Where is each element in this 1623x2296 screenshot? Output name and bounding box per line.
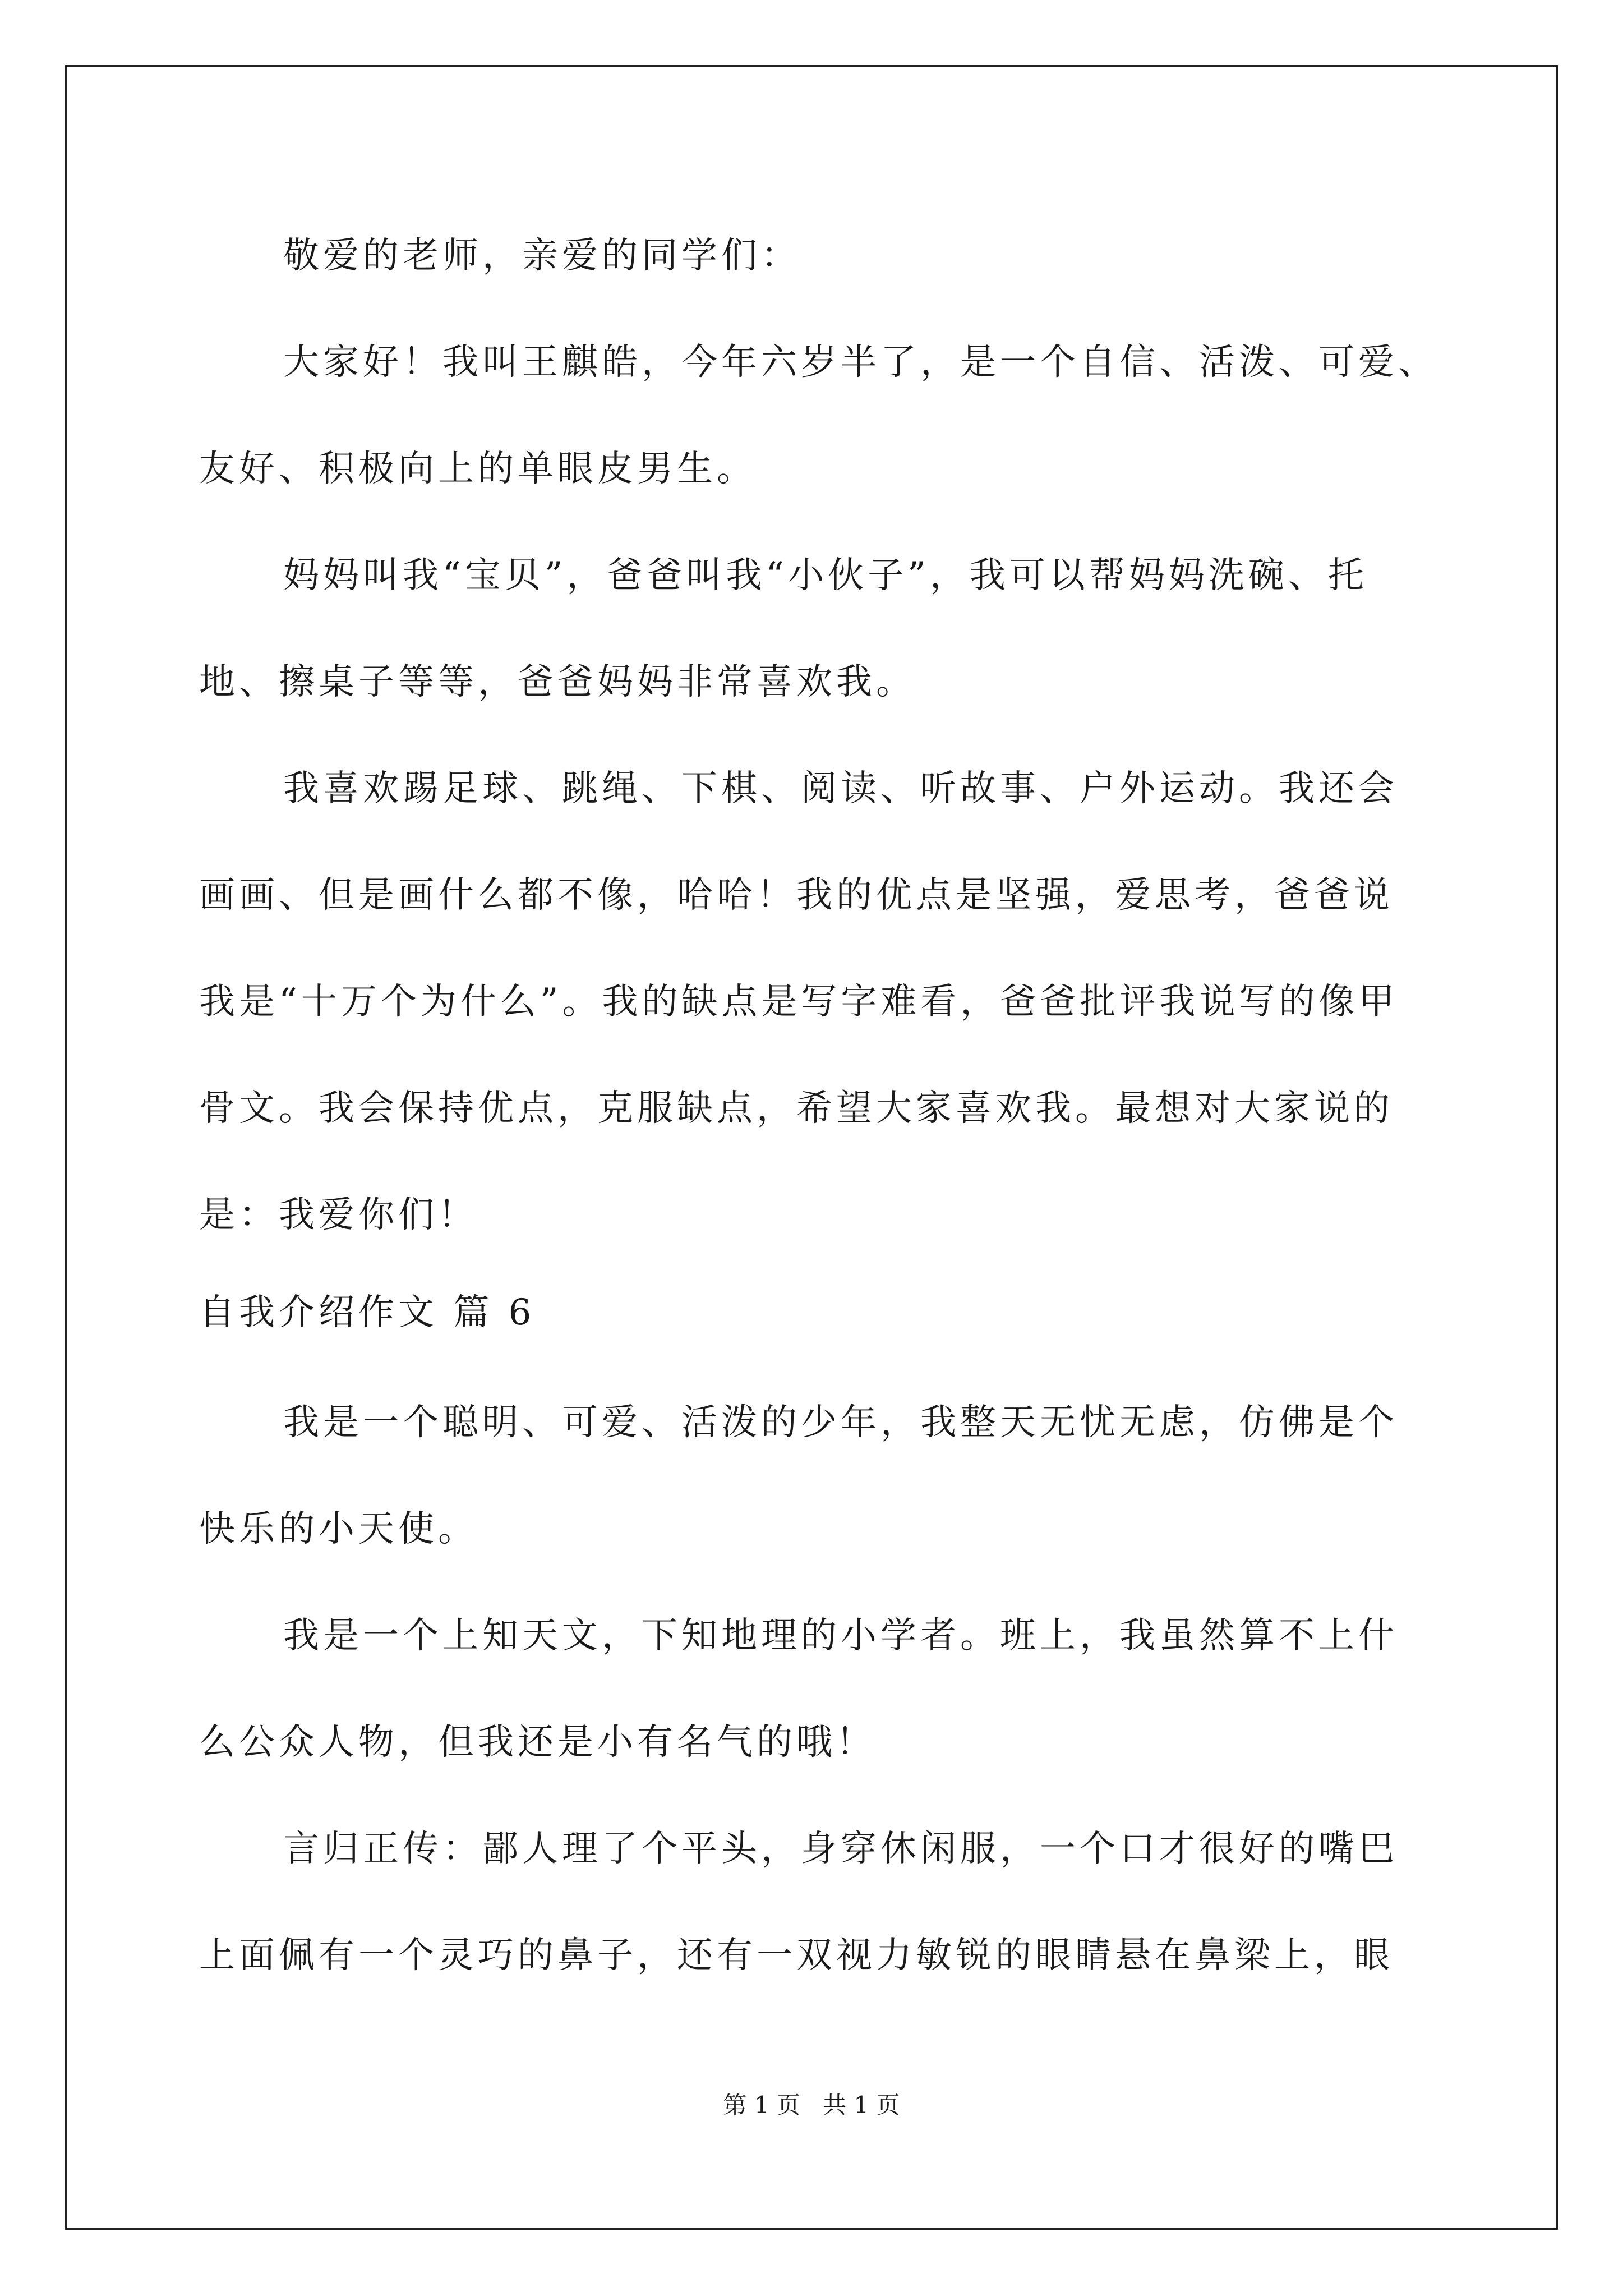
paragraph-line: 我喜欢踢足球、跳绳、下棋、阅读、听故事、户外运动。我还会 <box>283 768 1398 809</box>
paragraph-line: 快乐的小天使。 <box>199 1508 478 1550</box>
paragraph-line: 我是一个聪明、可爱、活泼的少年，我整天无忧无虑，仿佛是个 <box>283 1402 1398 1443</box>
page-border <box>65 65 1558 2230</box>
paragraph-line: 么公众人物，但我还是小有名气的哦！ <box>199 1722 876 1763</box>
paragraph-line: 是：我爱你们！ <box>199 1194 478 1236</box>
paragraph-line: 敬爱的老师，亲爱的同学们： <box>283 235 801 277</box>
paragraph-line: 大家好！我叫王麒皓，今年六岁半了，是一个自信、活泼、可爱、 <box>283 342 1438 383</box>
paragraph-line: 友好、积极向上的单眼皮男生。 <box>199 448 757 490</box>
paragraph-line: 上面佩有一个灵巧的鼻子，还有一双视力敏锐的眼睛悬在鼻梁上，眼 <box>199 1935 1394 1976</box>
paragraph-line: 骨文。我会保持优点，克服缺点，希望大家喜欢我。最想对大家说的 <box>199 1088 1394 1129</box>
page-footer: 第 1 页 共 1 页 <box>723 2091 900 2119</box>
paragraph-line: 我是“十万个为什么”。我的缺点是写字难看，爸爸批评我说写的像甲 <box>199 981 1399 1023</box>
paragraph-line: 我是一个上知天文，下知地理的小学者。班上，我虽然算不上什 <box>283 1615 1398 1657</box>
paragraph-line: 地、擦桌子等等，爸爸妈妈非常喜欢我。 <box>199 661 916 703</box>
section-heading: 自我介绍作文 篇 6 <box>199 1292 536 1333</box>
paragraph-line: 妈妈叫我“宝贝”，爸爸叫我“小伙子”，我可以帮妈妈洗碗、托 <box>283 555 1368 596</box>
paragraph-line: 言归正传：鄙人理了个平头，身穿休闲服，一个口才很好的嘴巴 <box>283 1828 1398 1870</box>
paragraph-line: 画画、但是画什么都不像，哈哈！我的优点是坚强，爱思考，爸爸说 <box>199 875 1394 916</box>
